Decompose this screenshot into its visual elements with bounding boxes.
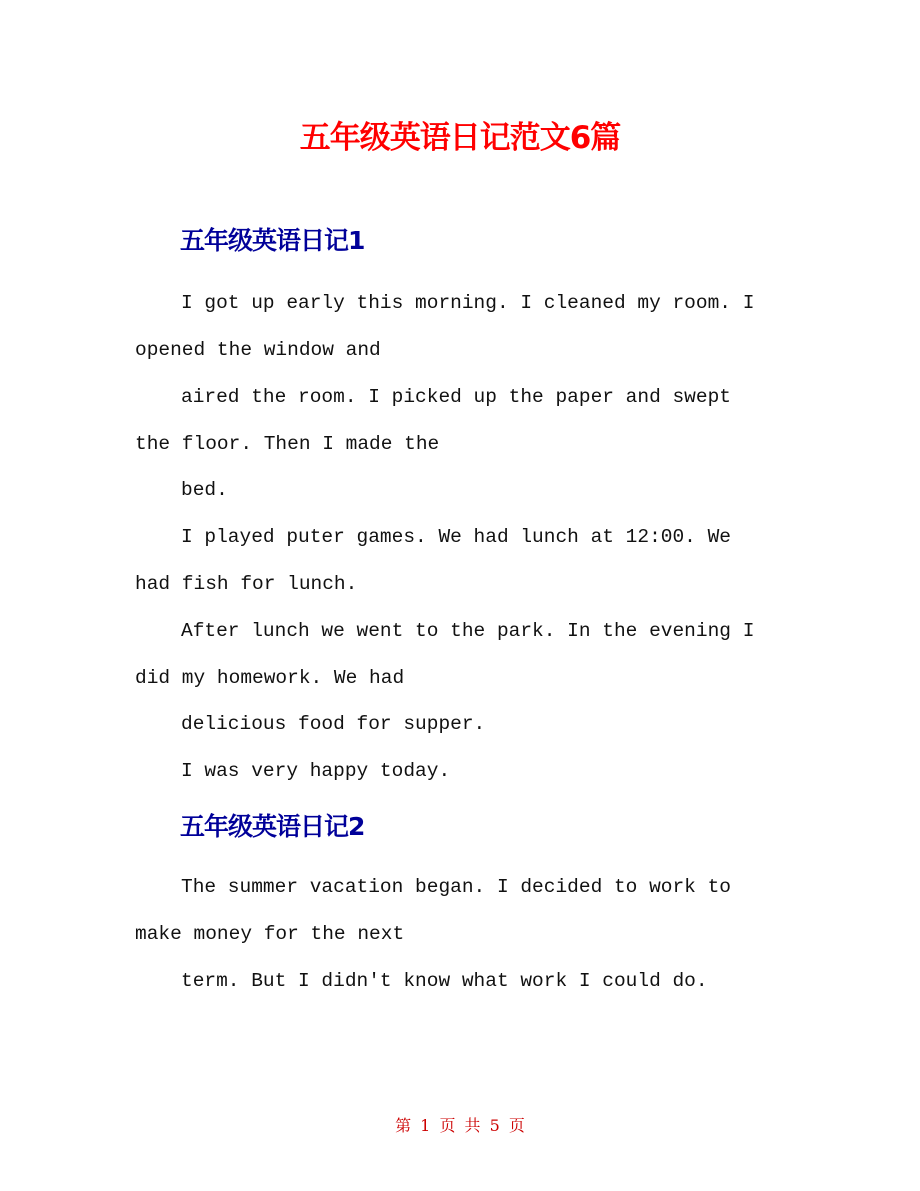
paragraph-line: delicious food for supper. (181, 713, 486, 735)
page-number-footer: 第 1 页 共 5 页 (395, 1116, 525, 1135)
paragraph-line: I played puter games. We had lunch at 12:00. We (181, 526, 731, 548)
section-heading-2: 五年级英语日记2 (180, 812, 365, 841)
paragraph-line: did my homework. We had (135, 667, 405, 689)
paragraph-line: I was very happy today. (181, 760, 451, 782)
paragraph-line: term. But I didn't know what work I could do. (181, 970, 708, 992)
section-heading-1: 五年级英语日记1 (180, 226, 365, 255)
paragraph-line: opened the window and (135, 339, 381, 361)
document-title: 五年级英语日记范文6篇 (299, 120, 621, 156)
paragraph-line: After lunch we went to the park. In the evening I (181, 620, 755, 642)
paragraph-line: the floor. Then I made the (135, 433, 440, 455)
paragraph-line: I got up early this morning. I cleaned my room. I (181, 292, 755, 314)
paragraph-line: make money for the next (135, 923, 405, 945)
paragraph-line: had fish for lunch. (135, 573, 358, 595)
paragraph-line: The summer vacation began. I decided to work to (181, 876, 731, 898)
paragraph-line: aired the room. I picked up the paper and swept (181, 386, 731, 408)
paragraph-line: bed. (181, 479, 228, 501)
